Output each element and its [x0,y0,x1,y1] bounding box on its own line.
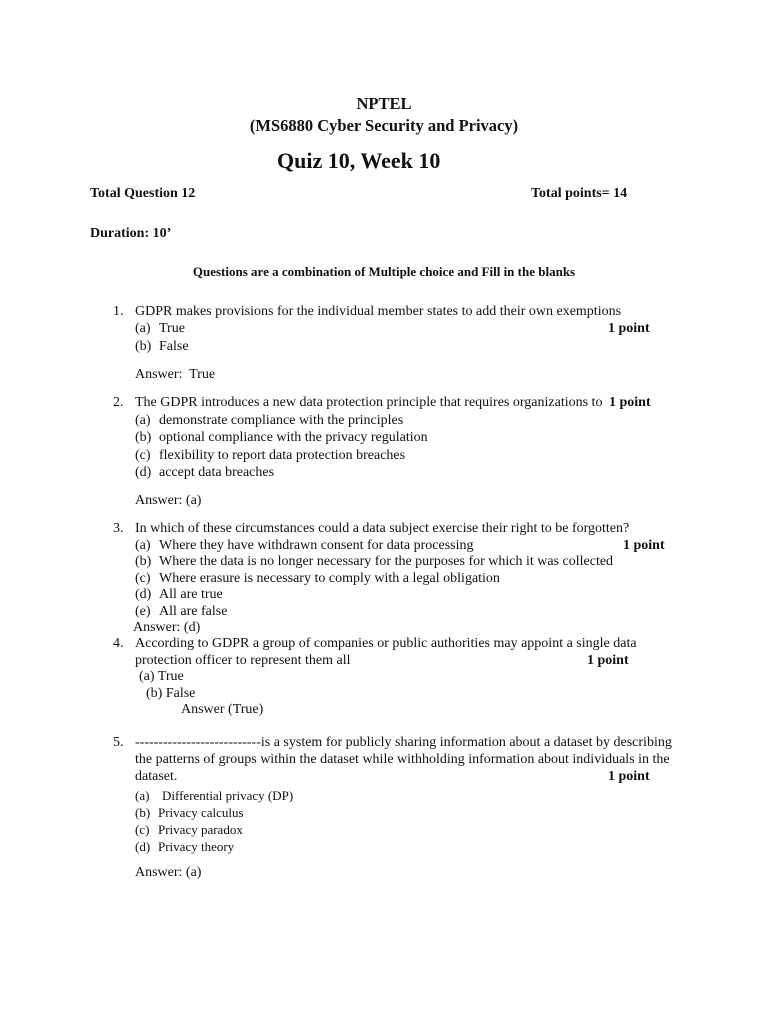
option-text: False [165,686,196,701]
option-text: True [157,669,184,684]
question-number: 4. [113,636,124,651]
option-d [135,465,274,481]
question-points: 1 point [623,538,665,553]
option-label: (b) [135,339,152,354]
question-text-line-2: protection officer to represent them all [135,653,351,668]
total-questions: Total Question 12 [90,186,196,201]
option-b [135,430,428,446]
option-label: (b) [135,554,152,569]
option-label: (c) [135,448,151,463]
option-text: demonstrate compliance with the principles [159,413,404,428]
option-label: (b) [135,805,151,820]
question-points: 1 point [608,321,650,336]
option-c [135,571,500,587]
question-text-line-3: dataset. [135,769,178,784]
question-number: 5. [113,735,124,750]
option-c [135,448,405,464]
option-text: Where the data is no longer necessary for the purposes for which it was collected [159,554,614,569]
option-a [135,413,403,429]
question-text-line-2: the patterns of groups within the dataset while withholding information about individuals in the [135,752,670,767]
option-d [135,587,223,603]
option-label: (e) [135,604,151,619]
question-number: 3. [113,521,124,536]
option-label: (b) [135,430,152,445]
option-label: (d) [135,465,152,480]
question-text: In which of these circumstances could a data subject exercise their right to be forgotten? [135,521,630,536]
question-number: 1. [113,304,124,319]
option-b [135,805,244,821]
instructions: Questions are a combination of Multiple choice and Fill in the blanks [192,264,576,279]
question-number: 2. [113,395,124,410]
option-b [135,339,189,355]
option-text: Differential privacy (DP) [162,788,294,803]
question-text-line-1: ---------------------------is a system for publicly sharing information about a dataset by describing [135,735,672,750]
question-text: The GDPR introduces a new data protection principle that requires organizations to [135,395,603,410]
question-points: 1 point [587,653,629,668]
option-a [135,321,185,337]
duration: Duration: 10’ [90,226,172,241]
option-text: False [159,339,189,354]
option-text: True [159,321,185,336]
option-label: (a) [135,321,151,336]
question-text-line-1: According to GDPR a group of companies or public authorities may appoint a single data [135,636,637,651]
option-text: optional compliance with the privacy regulation [159,430,428,445]
option-label: (b) [146,686,163,701]
answer: Answer: (a) [135,493,202,508]
option-e [135,604,227,620]
option-a [135,538,474,554]
org-title: NPTEL [356,94,412,113]
option-text: Privacy calculus [158,805,244,820]
answer: Answer: (a) [135,865,202,880]
option-text: flexibility to report data protection breaches [159,448,406,463]
option-text: Privacy theory [158,839,235,854]
option-label: (c) [135,571,151,586]
question-points: 1 point [609,395,651,410]
option-text: accept data breaches [159,465,275,480]
option-text: All are true [159,587,223,602]
option-b [135,554,613,570]
total-points: Total points= 14 [531,186,628,201]
option-label: (d) [135,839,151,854]
option-label: (a) [139,669,155,684]
option-label: (a) [135,413,151,428]
option-label: (a) [135,788,150,803]
option-text: Privacy paradox [158,822,243,837]
option-b [146,686,195,702]
question-text: GDPR makes provisions for the individual member states to add their own exemptions [135,304,622,319]
answer: Answer: True [135,367,216,382]
question-points: 1 point [608,769,650,784]
option-label: (d) [135,587,152,602]
answer: Answer (True) [181,702,264,717]
option-a [139,669,184,685]
option-a [135,788,293,804]
answer: Answer: (d) [133,620,201,635]
option-text: Where erasure is necessary to comply with a legal obligation [159,571,500,586]
option-text: Where they have withdrawn consent for data processing [159,538,474,553]
option-label: (c) [135,822,150,837]
quiz-title: Quiz 10, Week 10 [277,148,441,173]
option-label: (a) [135,538,151,553]
option-text: All are false [159,604,228,619]
option-c [135,822,243,838]
course-title: (MS6880 Cyber Security and Privacy) [249,116,519,135]
option-d [135,839,234,855]
